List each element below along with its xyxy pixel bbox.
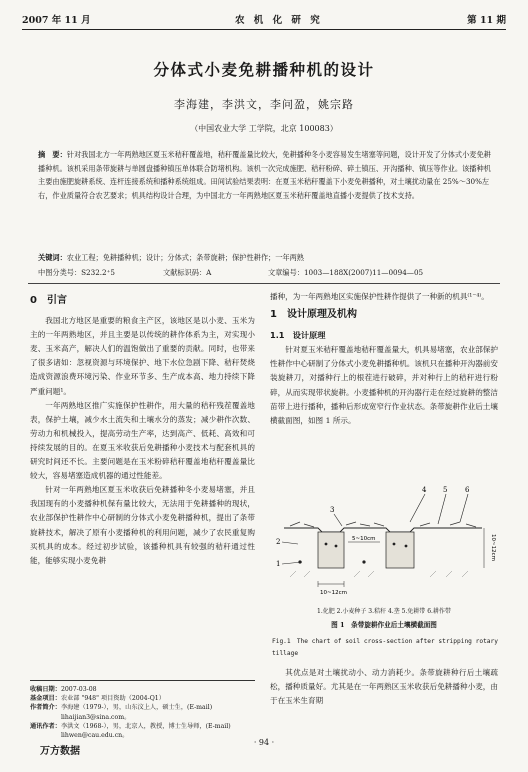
dimension-mid: 5~10cm — [352, 536, 376, 542]
figure-1 — [270, 482, 498, 602]
section-0-heading: 0 引言 — [30, 295, 67, 306]
figure-label: 6 — [465, 486, 470, 494]
footnote-label: 基金项目： — [30, 695, 61, 703]
document-code: 文献标识码：A — [163, 268, 212, 277]
header-journal: 农 机 化 研 究 — [235, 15, 323, 26]
abstract-text: 针对我国北方一年两熟地区夏玉米秸秆覆盖地，秸秆覆盖量比较大，免耕播种冬小麦容易发生堵塞等问题，设计开发了分体式小麦免耕播种机。该机采用条带旋耕与单圆盘播种镇压单体联合防堵机构。该机一次完成施肥、秸秆粉碎、碎土镇压、开沟播种、镇压等作业。该播种机主要由施肥旋耕系统、连杆连接系统和播种系统组成。田间试验结果表明：在夏玉米秸秆覆盖下小麦免耕播种，对土壤扰动量在 25%～30%左右，作业质量符合农艺要求；机具结构设计合理，为中国北方一年两熟地区夏玉米秸秆覆盖地直播小麦提供了技术支持。 — [38, 150, 491, 200]
section-1-heading: 1 设计原理及机构 — [270, 309, 357, 321]
abstract-label: 摘 要： — [38, 150, 67, 159]
dimension-bottom: 10~12cm — [320, 590, 347, 596]
paragraph: 针对一年两熟地区夏玉米收获后免耕播种冬小麦易堵塞，并且我国现有的小麦播种机保有量比较大，无法用于免耕播种的现状，农业部保护性耕作中心研制的分体式小麦免耕播种机，提出了条带旋耕技术，解决了原有小麦播种机的利用问题，减少了农民重复购买机具的成本。经过初步试验，该播种机具有较强的秸秆通过性能，能够实现小麦免耕 — [30, 485, 255, 565]
paper-authors: 李海建，李洪文，李问盈，姚宗路 — [174, 98, 354, 111]
paragraph: 一年两熟地区推广实施保护性耕作，用大量的秸秆残茬覆盖地表，保护土壤，减少水土流失和土壤水分的蒸发；减少耕作次数、劳动力和机械投入，提高劳动生产率，达到高产、低耗、高效和可持续发展的目的。在夏玉米收获后免耕播种小麦技术与配套机具的研究时间还不长。主要问题是在玉米粉碎秸秆覆盖地秸秆覆盖量比较大，容易堵塞造成机器的通过性能差。 — [30, 400, 255, 481]
right-column-tail — [270, 666, 498, 708]
abstract — [38, 148, 494, 202]
header-date: 2007 年 11 月 — [22, 15, 91, 26]
footnote-rule — [30, 680, 255, 681]
soil-cross-section-diagram — [270, 482, 498, 602]
keywords-label: 关键词： — [38, 253, 67, 262]
footnote-text: 李洪文（1968-），男，北京人，教授，博士生导师，(E-mail) lihwen@cau.edu.cn。 — [60, 722, 231, 740]
footnote-text: 农业部 "948" 项目资助（2004-Q1） — [60, 695, 165, 703]
right-column — [270, 290, 498, 428]
paragraph: 针对夏玉米秸秆覆盖地秸秆覆盖量大，机具易堵塞，农业部保护性耕作中心研制了分体式小麦免耕播种机。该机只在播种开沟器前安装旋耕刀，对播种行上的根茬进行破碎，并对种行上的秸秆进行粉碎，从而实现带状旋耕。小麦播种机的开沟器行走在经过旋耕的整洁苗带上进行播种，播种后形成宽窄行作业状态。条带旋耕作业后土壤横截面图，如图 1 所示。 — [270, 345, 498, 425]
footnote-text: 2007-03-08 — [60, 686, 97, 693]
footnote-author — [30, 703, 255, 721]
header-issue: 第 11 期 — [467, 15, 506, 26]
footnote-text: 李海建（1979-），男，山东汶上人，硕士生，(E-mail) lihaijian3@sina.com。 — [60, 704, 213, 721]
keywords — [38, 253, 494, 263]
figure-label: 1 — [276, 560, 281, 568]
article-number: 文章编号：1003—188X(2007)11—0094—05 — [268, 268, 424, 277]
paragraph-continuation: 播种，为一年两熟地区实施保护性耕作提供了一种新的机具⁽¹⁻⁴⁾。 — [270, 292, 489, 301]
footnote-label: 作者简介： — [30, 704, 61, 712]
wanfang-logo: 万方数据 — [40, 746, 80, 757]
dimension-right: 10~12cm — [490, 534, 496, 561]
figure-label: 2 — [276, 538, 281, 546]
paper-affiliation: （中国农业大学 工学院，北京 100083） — [190, 124, 338, 133]
paper-title: 分体式小麦免耕播种机的设计 — [153, 61, 375, 79]
paragraph: 我国北方地区是重要的粮食主产区，该地区是以小麦、玉米为主的一年两熟地区，并且主要是以传统的耕作体系为主，对实现小麦、玉米高产，解决人们的温饱做出了重要的贡献。同时，也带来了很多诸如：忽视资源与环境保护、地下水位急剧下降、秸秆焚烧造成资源浪费环境污染、作业环节多、生产成本高、地力持续下降严重问题¹。 — [30, 316, 255, 396]
figure-legend: 1.化肥 2.小麦种子 3.秸秆 4.垄 5.免耕带 6.耕作带 — [317, 608, 451, 615]
abstract-rule — [28, 283, 500, 284]
header-rule — [22, 29, 506, 30]
figure-caption-english: Fig.1 The chart of soil cross-section after stripping rotary tillage — [272, 638, 498, 657]
running-header — [22, 10, 506, 28]
classification-line — [38, 268, 494, 278]
footnote-label: 通讯作者： — [30, 722, 61, 730]
keywords-text: 农业工程；免耕播种机；设计；分体式；条带旋耕；保护性耕作；一年两熟 — [66, 253, 304, 262]
paragraph: 其优点是对土壤扰动小、动力消耗少。条带旋耕种行后土壤疏松，播种质量好。尤其是在一年两熟区玉米收获后免耕播种小麦，由于在玉米生育期 — [270, 668, 498, 706]
section-1-1-heading: 1.1 设计原理 — [270, 330, 326, 341]
footnote-fund — [30, 694, 255, 703]
clc-number: 中图分类号：S232.2⁺5 — [38, 268, 115, 277]
figure-label: 3 — [330, 506, 335, 514]
page-number: · 94 · — [253, 738, 275, 747]
figure-label: 5 — [443, 486, 448, 494]
figure-label: 4 — [422, 486, 427, 494]
footnotes — [30, 685, 255, 740]
figure-caption: 图 1 条带旋耕作业后土壤横截面图 — [331, 621, 437, 629]
footnote-label: 收稿日期： — [30, 686, 61, 693]
left-column — [30, 290, 255, 568]
footnote-received — [30, 685, 255, 694]
